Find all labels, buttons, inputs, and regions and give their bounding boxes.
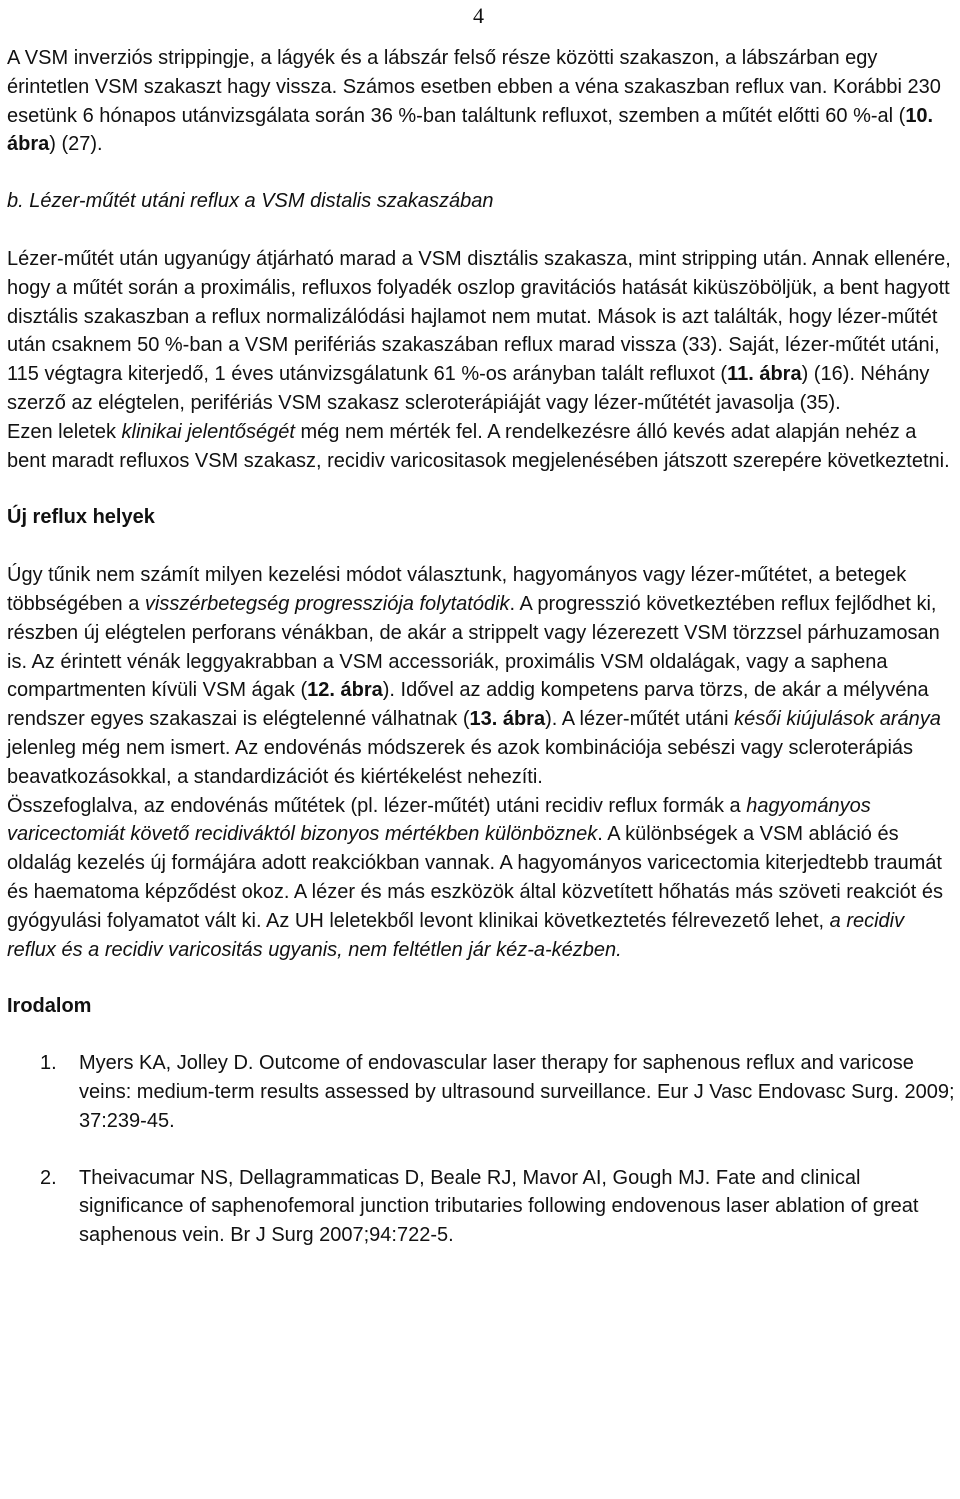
page-number: 4 — [473, 3, 484, 28]
italic-run: hagyományos varicectomiát követő recidiváktól bizonyos mértékben különböznek — [7, 794, 871, 846]
document-body — [7, 44, 955, 1250]
text-run: ) (16). Néhány szerző az elégtelen, perifériás VSM szakasz scleroterápiáját vagy lézer-műtétét javasolja (35). — [7, 363, 930, 414]
paragraph-laser-distal — [7, 245, 955, 418]
text-run: . A progresszió következtében reflux fejlődhet ki, részben új elégtelen perforans vénákban, de akár a strippelt vagy lézerezett VSM törzzsel párhuzamosan is. Az érintett vénák leggyakrabban a VSM accessoriák, proximális VSM oldalágak, vagy a saphena compartmenten kívüli VSM ágak ( — [7, 592, 940, 702]
italic-run: klinikai jelentőségét — [121, 420, 295, 443]
reference-item — [7, 1164, 955, 1250]
text-run: A VSM inverziós strippingje, a lágyék és a lábszár felső része közötti szakaszon, a lábszárban egy érintetlen VSM szakaszt hagy vissza. Számos esetben ebben a véna szakaszban reflux van. Korábbi 230 esetünk 6 hónapos utánvizsgálata során 36 %-ban találtunk refluxot, szemben a műtét előtti 60 %-al ( — [7, 47, 941, 127]
italic-run: visszérbetegség progressziója folytatódik — [144, 592, 510, 615]
text-run: Összefoglalva, az endovénás műtétek (pl. lézer-műtét) utáni recidiv reflux formák a — [7, 794, 747, 817]
paragraph-clinical-significance — [7, 418, 955, 476]
text-run: Úgy tűnik nem számít milyen kezelési módot választunk, hagyományos vagy lézer-műtétet, a betegek többségében a — [7, 564, 907, 615]
heading-references: Irodalom — [7, 995, 92, 1018]
reference-number: 1. — [40, 1052, 57, 1075]
text-run: ). Idővel az addig kompetens parva törzs, de akár a mélyvéna rendszer egyes szakaszai is elégtelenné válhatnak ( — [7, 679, 929, 731]
subheading-text: b. Lézer-műtét utáni reflux a VSM distalis szakaszában — [7, 190, 494, 213]
reference-list — [7, 1049, 955, 1250]
paragraph-inversion-stripping — [7, 44, 955, 159]
heading-new-reflux-sites: Új reflux helyek — [7, 506, 155, 529]
text-run: . A különbségek a VSM abláció és oldalág kezelés új formájára adott reakciókban vannak. A hagyományos varicectomia kiterjedtebb traumát és haematoma képződést okoz. A lézer és más eszközök által közvetített hőhatás más szöveti reakciót és gyógyulási folyamatot vált ki. Az UH leletekből levont klinikai következtetés félrevezető lehet, — [7, 823, 944, 932]
section-subheading — [7, 187, 955, 216]
text-run: még nem mérték fel. A rendelkezésre álló kevés adat alapján nehéz a bent maradt refluxos VSM szakasz, recidiv varicositasok megjelenésében játszott szerepére következtetni. — [7, 420, 950, 472]
reference-number: 2. — [40, 1166, 57, 1189]
text-run: Lézer-műtét után ugyanúgy átjárható marad a VSM disztális szakasza, mint stripping után. Annak ellenére, hogy a műtét során a proximális, refluxos folyadék oszlop gravitációs hatását kiküszöböljük, a bent hagyott disztális szakaszban a reflux normalizálódási hajlamot nem mutat. Mások is azt találták, hogy lézer-műtét után csaknem 50 %-ban a VSM perifériás szakaszában reflux marad vissza (33). Saját, lézer-műtét utáni, 115 végtagra kiterjedő, 1 éves utánvizsgálatunk 61 %-os arányban talált refluxot ( — [7, 247, 951, 386]
italic-run: a recidiv reflux és a recidiv varicositás ugyanis, nem feltétlen jár kéz-a-kézben. — [7, 909, 905, 961]
reference-item — [7, 1049, 955, 1135]
text-run: jelenleg még nem ismert. Az endovénás módszerek és azok kombinációja sebészi vagy scleroterápiás beavatkozásokkal, a standardizációt és kiértékelést nehezíti. — [7, 736, 914, 788]
text-run: ) (27). — [49, 133, 103, 156]
bold-run: 13. ábra — [469, 708, 546, 731]
paragraph-summary — [7, 792, 955, 965]
paragraph-progression — [7, 561, 955, 791]
bold-run: 12. ábra — [307, 679, 383, 702]
italic-run: késői kiújulások aránya — [734, 708, 941, 731]
reference-text: Theivacumar NS, Dellagrammaticas D, Beale RJ, Mavor AI, Gough MJ. Fate and clinical significance of saphenofemoral junction tributaries following endovenous laser ablation of great saphenous vein. Br J Surg 2007;94:722-5. — [79, 1166, 919, 1247]
bold-run: 10. ábra — [7, 104, 934, 156]
reference-text: Myers KA, Jolley D. Outcome of endovascular laser therapy for saphenous reflux and varicose veins: medium-term results assessed by ultrasound surveillance. Eur J Vasc Endovasc Surg. 2009; 37:239-45. — [79, 1052, 955, 1132]
text-run: Ezen leletek — [7, 420, 122, 443]
bold-run: 11. ábra — [727, 363, 802, 386]
text-run: ). A lézer-műtét utáni — [545, 708, 735, 731]
